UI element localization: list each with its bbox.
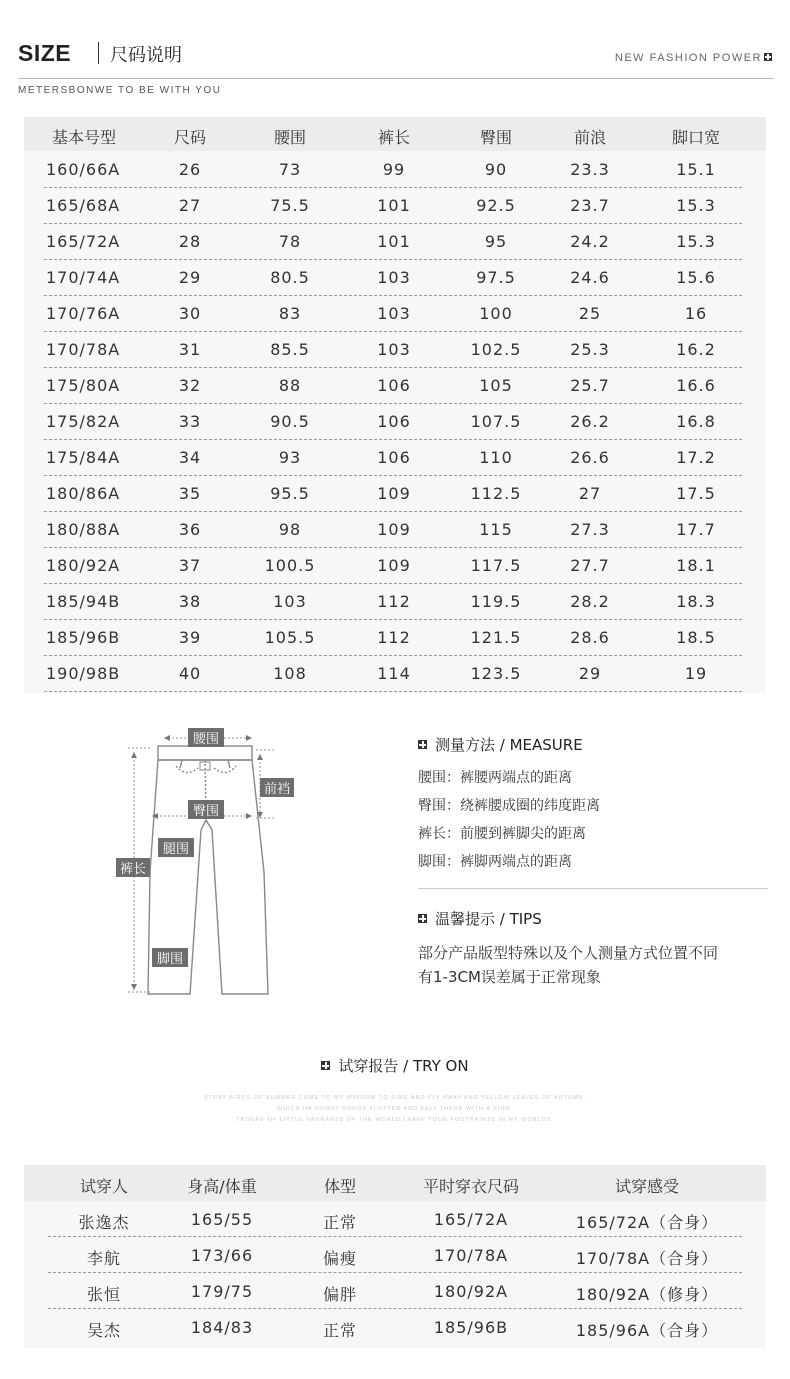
tryon-table-cell: 173/66: [190, 1246, 254, 1265]
size-table-row: [24, 584, 766, 620]
size-table-cell: 105.5: [264, 628, 316, 647]
size-table-cell: 103: [377, 268, 411, 287]
diagram-label-length: 裤长: [119, 862, 147, 877]
diagram-label-leg-opening: 脚围: [156, 952, 184, 967]
tryon-title: [0, 1055, 790, 1076]
size-table-cell: 18.5: [676, 628, 716, 647]
size-table-cell: 115: [479, 520, 513, 539]
size-table-cell: 97.5: [476, 268, 516, 287]
size-table-row: [24, 368, 766, 404]
size-table-cell: 17.7: [676, 520, 716, 539]
size-table-cell: 109: [377, 520, 411, 539]
size-table-cell: 190/98B: [46, 664, 121, 683]
size-table-cell: 80.5: [270, 268, 310, 287]
size-table-row: [24, 188, 766, 224]
size-table-cell: 39: [178, 628, 202, 647]
size-table-cell: 103: [273, 592, 307, 611]
size-table-cell: 40: [178, 664, 202, 683]
size-table-cell: 175/82A: [46, 412, 121, 431]
size-table-cell: 78: [278, 232, 302, 251]
tryon-table-cell: 180/92A: [433, 1282, 509, 1301]
tryon-table-cell: 正常: [322, 1213, 357, 1232]
tryon-decor-text: TROUPE OF LITTLE VAGRANTS OF THE WORLD,LEAVE YOUR FOOTPRINTS IN MY WORLDS.: [236, 1117, 554, 1123]
size-table-cell: 16.6: [676, 376, 716, 395]
tryon-col-header: 试穿人: [79, 1177, 128, 1196]
size-col-header: 前浪: [573, 128, 606, 147]
size-table-cell: 101: [377, 196, 411, 215]
tryon-col-header: 平时穿衣尺码: [422, 1177, 519, 1196]
diagram-label-hip: 臀围: [192, 804, 220, 819]
tryon-table-cell: 185/96B: [433, 1318, 509, 1337]
size-table-cell: 27.3: [570, 520, 610, 539]
size-table-cell: 103: [377, 340, 411, 359]
size-table-cell: 180/92A: [46, 556, 121, 575]
size-table-row: [24, 260, 766, 296]
tips-text: [418, 941, 758, 989]
tryon-table-cell: 吴杰: [86, 1321, 121, 1340]
size-table-cell: 26.2: [570, 412, 610, 431]
size-table-row: [24, 152, 766, 188]
size-table-cell: 24.2: [570, 232, 610, 251]
tryon-table-cell: 179/75: [190, 1282, 254, 1301]
size-table-cell: 109: [377, 484, 411, 503]
tryon-table-cell: 张逸杰: [78, 1213, 130, 1232]
size-table-cell: 180/88A: [46, 520, 121, 539]
diagram-label-thigh: 腿围: [162, 842, 190, 857]
size-table-cell: 15.6: [676, 268, 716, 287]
size-table-cell: 100.5: [264, 556, 316, 575]
size-table-cell: 90: [484, 160, 508, 179]
brand-tagline: METERSBONWE TO BE WITH YOU: [18, 85, 222, 96]
tips-line: 有1-3CM误差属于正常现象: [418, 968, 601, 986]
tryon-table-cell: 184/83: [190, 1318, 254, 1337]
size-table-cell: 100: [479, 304, 513, 323]
header-divider: [18, 78, 774, 79]
measure-line: 裤长：前腰到裤脚尖的距离: [418, 826, 586, 842]
tryon-table-cell: 正常: [322, 1321, 357, 1340]
size-table-row: [24, 224, 766, 260]
size-table-cell: 24.6: [570, 268, 610, 287]
size-table-cell: 25.3: [570, 340, 610, 359]
size-table-cell: 112: [377, 628, 411, 647]
section-divider: [418, 888, 768, 889]
size-table-cell: 175/80A: [46, 376, 121, 395]
size-col-header: 基本号型: [51, 128, 116, 147]
plus-square-icon: [764, 53, 772, 61]
size-table-cell: 26.6: [570, 448, 610, 467]
size-table-cell: 73: [278, 160, 302, 179]
tips-title: [418, 908, 542, 929]
size-table-row: [24, 476, 766, 512]
size-table-cell: 106: [377, 412, 411, 431]
size-table-cell: 108: [273, 664, 307, 683]
size-table-cell: 90.5: [270, 412, 310, 431]
size-table-cell: 29: [178, 268, 202, 287]
size-col-header: 尺码: [173, 128, 206, 147]
size-table-cell: 15.1: [676, 160, 716, 179]
size-table-cell: 175/84A: [46, 448, 121, 467]
diagram-label-front-rise: 前裆: [263, 782, 291, 797]
size-table-cell: 30: [178, 304, 202, 323]
size-table-cell: 85.5: [270, 340, 310, 359]
tryon-table-row: [24, 1309, 766, 1345]
tryon-table-cell: 180/92A（修身）: [575, 1285, 719, 1304]
size-col-header: 腰围: [273, 128, 306, 147]
size-table-cell: 112.5: [470, 484, 522, 503]
size-table-cell: 15.3: [676, 232, 716, 251]
size-table-cell: 117.5: [470, 556, 522, 575]
tips-line: 部分产品版型特殊以及个人测量方式位置不同: [418, 944, 719, 962]
measure-title-text: 测量方法 / MEASURE: [435, 736, 583, 754]
size-table-cell: 160/66A: [46, 160, 121, 179]
size-table-cell: 16: [684, 304, 708, 323]
size-table-cell: 88: [278, 376, 302, 395]
size-table-cell: 26: [178, 160, 202, 179]
size-table-cell: 37: [178, 556, 202, 575]
size-table-cell: 27.7: [570, 556, 610, 575]
size-table-cell: 18.1: [676, 556, 716, 575]
size-table-cell: 105: [479, 376, 513, 395]
tryon-table-cell: 偏瘦: [322, 1249, 357, 1268]
size-table-row: [24, 656, 766, 692]
measure-line: 臀围：绕裤腰成圈的纬度距离: [418, 798, 600, 814]
measure-line: 脚围：裤脚两端点的距离: [418, 854, 572, 870]
size-table-cell: 106: [377, 448, 411, 467]
size-table-row: [24, 404, 766, 440]
size-table-cell: 35: [178, 484, 202, 503]
size-table-cell: 31: [178, 340, 202, 359]
size-table-cell: 15.3: [676, 196, 716, 215]
size-table-cell: 109: [377, 556, 411, 575]
tryon-table-cell: 170/78A（合身）: [575, 1249, 719, 1268]
tryon-table-row: [24, 1237, 766, 1273]
size-title-cn: 尺码说明: [110, 45, 182, 66]
size-table-cell: 107.5: [470, 412, 522, 431]
size-table-row: [24, 620, 766, 656]
title-divider: [98, 42, 99, 64]
tryon-col-header: 体型: [323, 1177, 356, 1196]
plus-square-icon: [321, 1061, 330, 1070]
size-table-cell: 92.5: [476, 196, 516, 215]
measure-line: 腰围：裤腰两端点的距离: [418, 770, 572, 786]
size-table-cell: 27: [578, 484, 602, 503]
tryon-decor-text: WHICH HA DONOT SONGS,FLUTTER AND FALL THERE WITH A SIGN.: [276, 1106, 514, 1112]
page-header: [18, 38, 774, 78]
size-table-cell: 170/74A: [46, 268, 121, 287]
size-table-cell: 28: [178, 232, 202, 251]
size-table-cell: 180/86A: [46, 484, 121, 503]
size-table-cell: 34: [178, 448, 202, 467]
size-table-cell: 95: [484, 232, 508, 251]
size-table-cell: 23.3: [570, 160, 610, 179]
size-table-cell: 16.2: [676, 340, 716, 359]
size-table-row: [24, 440, 766, 476]
size-table-cell: 103: [377, 304, 411, 323]
tryon-title-text: 试穿报告 / TRY ON: [338, 1057, 469, 1075]
size-table-cell: 32: [178, 376, 202, 395]
diagram-label-waist: 腰围: [192, 732, 220, 747]
size-table-cell: 25.7: [570, 376, 610, 395]
tryon-table-cell: 165/72A: [433, 1210, 509, 1229]
tips-title-text: 温馨提示 / TIPS: [435, 910, 542, 928]
size-table-cell: 119.5: [470, 592, 522, 611]
size-table-cell: 110: [479, 448, 513, 467]
size-table-cell: 95.5: [270, 484, 310, 503]
size-table-cell: 93: [278, 448, 302, 467]
size-table-cell: 185/96B: [46, 628, 121, 647]
size-table-cell: 101: [377, 232, 411, 251]
tryon-table-cell: 张恒: [86, 1285, 121, 1304]
size-table-cell: 75.5: [270, 196, 310, 215]
size-table-cell: 114: [377, 664, 411, 683]
size-table-cell: 165/68A: [46, 196, 121, 215]
tryon-table-header: [24, 1165, 766, 1201]
size-table-cell: 98: [278, 520, 302, 539]
size-table-cell: 17.2: [676, 448, 716, 467]
measure-title: [418, 734, 583, 755]
tryon-decor-text: STRAY BIRDS OF SUMMER COME TO MY WINDOW TO SING AND FLY AWAY.AND YELLOW LEAVES OF AUTUMN,: [204, 1095, 586, 1101]
size-table-cell: 16.8: [676, 412, 716, 431]
size-table-header: [24, 117, 766, 151]
tryon-table-row: [24, 1273, 766, 1309]
size-table-row: [24, 548, 766, 584]
size-table-cell: 25: [578, 304, 602, 323]
size-table-cell: 170/76A: [46, 304, 121, 323]
size-table-cell: 23.7: [570, 196, 610, 215]
pants-diagram: [116, 722, 296, 1002]
size-table-cell: 36: [178, 520, 202, 539]
tryon-table-cell: 165/72A（合身）: [575, 1213, 719, 1232]
size-table-row: [24, 332, 766, 368]
size-table-cell: 17.5: [676, 484, 716, 503]
tryon-table: [24, 1165, 766, 1348]
size-table-cell: 170/78A: [46, 340, 121, 359]
size-table-cell: 83: [278, 304, 302, 323]
plus-square-icon: [418, 740, 427, 749]
size-table-cell: 99: [382, 160, 406, 179]
size-table-cell: 106: [377, 376, 411, 395]
size-table-cell: 165/72A: [46, 232, 121, 251]
tryon-table-cell: 185/96A（合身）: [575, 1321, 719, 1340]
size-title: SIZE: [18, 40, 72, 66]
plus-square-icon: [418, 914, 427, 923]
size-col-header: 裤长: [377, 128, 410, 147]
size-col-header: 臀围: [479, 128, 512, 147]
tryon-col-header: 身高/体重: [187, 1177, 257, 1196]
row-divider: [44, 691, 742, 692]
size-table-cell: 112: [377, 592, 411, 611]
fashion-tagline-text: NEW FASHION POWER: [614, 52, 762, 64]
size-table-row: [24, 512, 766, 548]
size-table-cell: 28.2: [570, 592, 610, 611]
size-table-cell: 18.3: [676, 592, 716, 611]
size-table-cell: 29: [578, 664, 602, 683]
tryon-table-cell: 李航: [86, 1249, 121, 1268]
size-table-cell: 123.5: [470, 664, 522, 683]
tryon-col-header: 试穿感受: [614, 1177, 679, 1196]
size-table-cell: 185/94B: [46, 592, 121, 611]
size-table-cell: 38: [178, 592, 202, 611]
size-table: [24, 117, 766, 693]
size-table-cell: 102.5: [470, 340, 522, 359]
fashion-tagline: [615, 52, 772, 64]
tryon-table-cell: 170/78A: [433, 1246, 509, 1265]
size-table-cell: 33: [178, 412, 202, 431]
size-table-cell: 121.5: [470, 628, 522, 647]
size-col-header: 脚口宽: [671, 128, 720, 147]
tryon-table-cell: 165/55: [190, 1210, 254, 1229]
size-table-cell: 27: [178, 196, 202, 215]
size-table-cell: 19: [684, 664, 708, 683]
tryon-table-cell: 偏胖: [322, 1285, 357, 1304]
tryon-table-row: [24, 1201, 766, 1237]
size-table-cell: 28.6: [570, 628, 610, 647]
size-table-row: [24, 296, 766, 332]
